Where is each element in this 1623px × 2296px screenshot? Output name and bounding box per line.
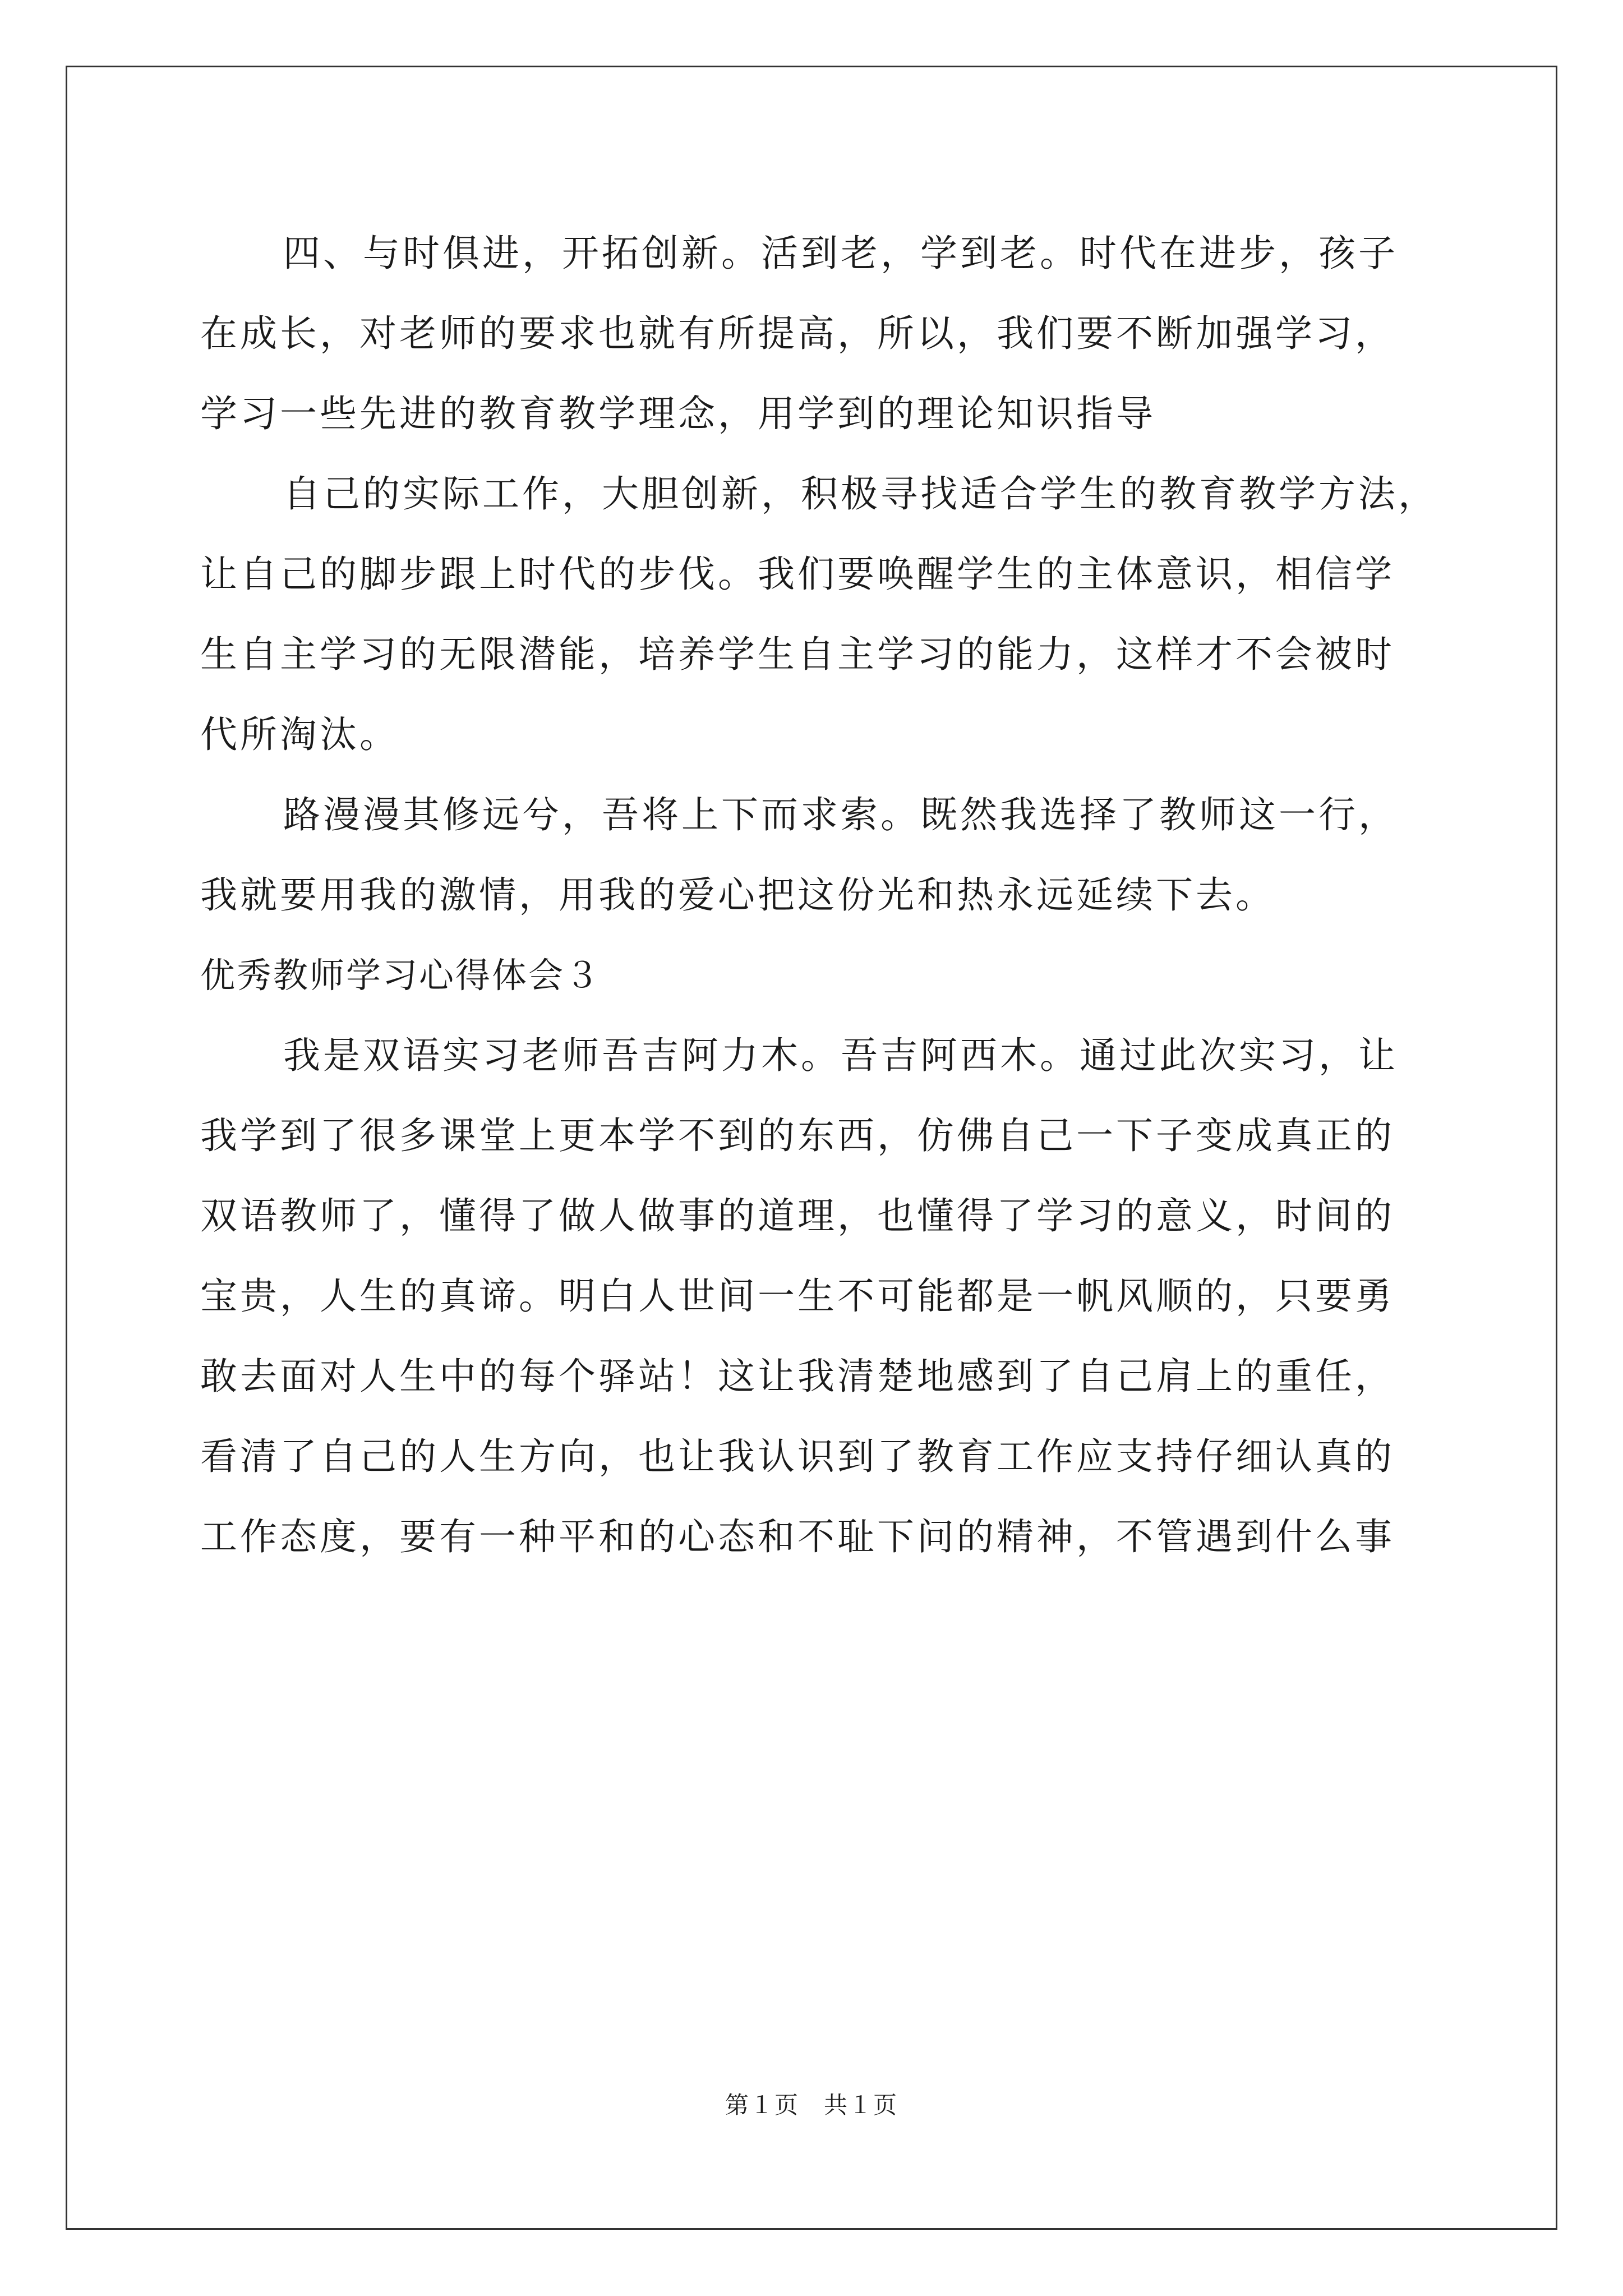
paragraph-line: 我学到了很多课堂上更本学不到的东西，仿佛自己一下子变成真正的 [200, 1114, 1395, 1157]
paragraph-line: 在成长，对老师的要求也就有所提高，所以，我们要不断加强学习， [200, 312, 1395, 355]
paragraph-line: 让自己的脚步跟上时代的步伐。我们要唤醒学生的主体意识，相信学 [200, 553, 1395, 596]
paragraph-line: 宝贵，人生的真谛。明白人世间一生不可能都是一帆风顺的，只要勇 [200, 1274, 1395, 1318]
paragraph-line: 敢去面对人生中的每个驿站！这让我清楚地感到了自己肩上的重任， [200, 1355, 1395, 1398]
paragraph-line: 工作态度，要有一种平和的心态和不耻下问的精神，不管遇到什么事 [200, 1515, 1395, 1558]
section-heading: 优秀教师学习心得体会３ [200, 955, 602, 996]
paragraph-line: 双语教师了，懂得了做人做事的道理，也懂得了学习的意义，时间的 [200, 1194, 1395, 1237]
paragraph-line: 生自主学习的无限潜能，培养学生自主学习的能力，这样才不会被时 [200, 633, 1395, 676]
paragraph-line: 我就要用我的激情，用我的爱心把这份光和热永远延续下去。 [200, 873, 1275, 917]
paragraph-line: 路漫漫其修远兮，吾将上下而求索。既然我选择了教师这一行， [283, 793, 1398, 836]
paragraph-line: 四、与时俱进，开拓创新。活到老，学到老。时代在进步，孩子 [283, 232, 1398, 275]
paragraph-line: 自己的实际工作，大胆创新，积极寻找适合学生的教育教学方法， [283, 472, 1438, 516]
page-number-footer: 第１页 共１页 [725, 2091, 898, 2119]
document-body [200, 213, 1440, 1577]
paragraph-line: 代所淘汰。 [200, 713, 399, 756]
paragraph-line: 我是双语实习老师吾吉阿力木。吾吉阿西木。通过此次实习，让 [283, 1034, 1398, 1077]
paragraph-line: 看清了自己的人生方向，也让我认识到了教育工作应支持仔细认真的 [200, 1435, 1395, 1478]
paragraph-line: 学习一些先进的教育教学理念，用学到的理论知识指导 [200, 392, 1156, 435]
